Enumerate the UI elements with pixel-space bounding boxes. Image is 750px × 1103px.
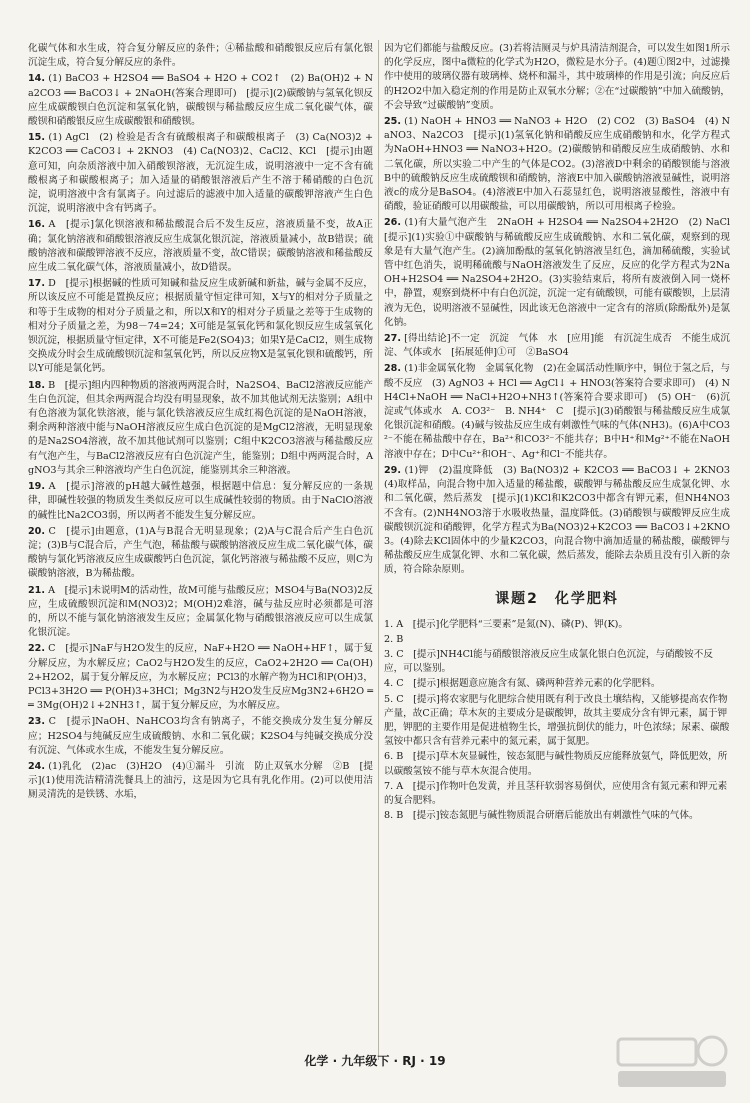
fertilizer-answer: 5. C [提示]将农家肥与化肥综合使用既有利于改良土壤结构，又能够提高农作物产量，故C正确；草木灰的主要成分是碳酸钾，故其主要成分含有钾元素，属于钾肥，钾肥的主要作用是促进植物生长，增强抗倒伏的能力，叶色浓绿；尿素、碳酸氢铵中都只含有营养元素中的氮元素，属于氮肥。 xyxy=(384,693,730,748)
fertilizer-answer: 4. C [提示]根据题意应施含有氮、磷两种营养元素的化学肥料。 xyxy=(384,678,661,690)
answer-item: 19. A [提示]溶液的pH越大碱性越强，根据题中信息：复分解反应的一条规律，即碱性较强的物质发生类似反应可以生成碱性较弱的物质。由于NaClO溶液的碱性比Na2CO3弱，所以两者不能发生复分解反应。 xyxy=(28,481,373,521)
answer-item: 因为它们都能与盐酸反应。(3)若将洁厕灵与炉具清洁剂混合，可以发生如图1所示的化学反应，图中a微粒的化学式为H2O，微粒是水分子。(4)题①图2中，过滤操作中使用的玻璃仪器有玻璃棒、烧杯和漏斗，其中玻璃棒的作用是引流；向反应后的H2O2中加入稳定剂的作用是防止双氧水分解；②在“过碳酸钠”中加入硫酸钠，不会导致“过碳酸钠”变质。 xyxy=(384,43,730,111)
answer-item: 29. (1)钾 (2)温度降低 (3) Ba(NO3)2 + K2CO3 ══ BaCO3↓ + 2KNO3 (4)取样品，向混合物中加入适量的稀盐酸，碳酸钾与稀盐酸反应生成氯化钾、水和二氧化碳，然后蒸发 [提示](1)KCl和K2CO3中都含有钾元素，但NH4NO3不含有。(2)NH4NO3溶于水吸收热量，温度降低。(3)硝酸钡与碳酸钾反应生成碳酸钡沉淀和硝酸钾，化学方程式为Ba(NO3)2+K2CO3 ══ BaCO3↓+2KNO3。(4)除去KCl固体中的少量K2CO3，向混合物中滴加适量的稀盐酸，碳酸钾与稀盐酸反应生成氯化钾、水和二氧化碳，然后蒸发，能除去杂质且没有引入新的杂质，符合除杂原则。 xyxy=(384,464,740,576)
fertilizer-answer: 1. A [提示]化学肥料“三要素”是氮(N)、磷(P)、钾(K)。 xyxy=(384,618,628,630)
answer-item: 18. B [提示]组内四种物质的溶液两两混合时，Na2SO4、BaCl2溶液反应能产生白色沉淀，但其余两两混合均没有明显现象，故不加其他试剂无法鉴别；A组中有色溶液为氯化铁溶液，能与氯化铁溶液反应生成红褐色沉淀的是NaOH溶液，剩余两种溶液中能与NaOH溶液反应生成白色沉淀的是MgCl2溶液，无明显现象的是Na2SO4溶液，故不加其他试剂可以鉴别；C组中K2CO3溶液与稀盐酸反应有气泡产生，与BaCl2溶液反应有白色沉淀产生，能鉴别；D组中两两混合时，AgNO3与其余三种溶液均产生白色沉淀，能鉴别其余三种溶液。 xyxy=(28,379,373,476)
watermark-logo-icon xyxy=(612,1033,732,1093)
fertilizer-answer: 8. B [提示]铵态氮肥与碱性物质混合研磨后能放出有刺激性气味的气体。 xyxy=(384,810,699,822)
right-column xyxy=(384,42,740,824)
answer-item: 20. C [提示]由题意，(1)A与B混合无明显现象；(2)A与C混合后产生白色沉淀；(3)B与C混合后，产生气泡，稀盐酸与碳酸钠溶液反应生成二氧化碳气体，碳酸钠与氯化钙溶液反应生成碳酸钙白色沉淀，氯化钙溶液与稀盐酸不反应，则C为碳酸钠溶液，B为稀盐酸。 xyxy=(28,525,373,580)
fertilizer-answer: 7. A [提示]作物叶色发黄，并且茎秆软弱容易倒伏，应使用含有氮元素和钾元素的复合肥料。 xyxy=(384,780,728,806)
page-footer: 化学 · 九年级下 · RJ · 19 xyxy=(304,1054,446,1068)
fertilizer-answer: 6. B [提示]草木灰显碱性，铵态氮肥与碱性物质反应能释放氨气，降低肥效，所以碳酸氢铵不能与草木灰混合使用。 xyxy=(384,751,728,777)
answer-item: 24. (1)乳化 (2)ac (3)H2O (4)①漏斗 引流 防止双氧水分解 ②B [提示](1)使用洗洁精清洗餐具上的油污，这是因为它具有乳化作用。(2)可以使用洁厕灵清洗的是铁锈、水垢， xyxy=(28,760,373,801)
left-column xyxy=(28,42,377,805)
fertilizer-answer: 3. C [提示]NH4Cl能与硝酸银溶液反应生成氯化银白色沉淀，与硝酸铵不反应，可以鉴别。 xyxy=(384,648,713,675)
column-divider xyxy=(378,40,379,1060)
answer-item: 25. (1) NaOH + HNO3 ══ NaNO3 + H2O (2) CO2 (3) BaSO4 (4) NaNO3、Na2CO3 [提示](1)氢氧化钠和硝酸反应生成硝酸钠和水，化学方程式为NaOH+HNO3 ══ NaNO3+H2O。(2)碳酸钠和硝酸反应生成硝酸钠、水和二氧化碳，所以实验二中产生的气体是CO2。(3)溶液D中剩余的硝酸钡能与溶液B中的硫酸钠反应生成硫酸钡和硝酸钠，溶液E中加入碳酸钠溶液显碱性，说明溶液c的成分是BaSO4。(4)溶液E中加入石蕊显红色，说明溶液显酸性，溶液中有硝酸，验证硝酸可以用碳酸盐，可以用碳酸钠，所以可用根离子检验。 xyxy=(384,116,730,213)
answer-item: 14. (1) BaCO3 + H2SO4 ══ BaSO4 + H2O + CO2↑ (2) Ba(OH)2 + Na2CO3 ══ BaCO3↓ + 2NaOH(答案合理即可) [提示](2)碳酸钠与氢氧化钡反应生成碳酸钡白色沉淀和氢氧化钠，碳酸钡与稀盐酸反应生成二氧化碳气体，碳酸钡和硝酸银反应生成碳酸银和硝酸钡。 xyxy=(28,73,373,128)
section-title: 课题2 化学肥料 xyxy=(495,590,619,607)
answer-item: 27. [得出结论]不一定 沉淀 气体 水 [应用]能 有沉淀生成否 不能生成沉淀、气体或水 [拓展延伸]①可 ②BaSO4 xyxy=(384,333,730,359)
fertilizer-answer: 2. B xyxy=(384,633,404,645)
answer-item: 17. D [提示]根据碱的性质可知碱和盐反应生成新碱和新盐，碱与金属不反应，所以该反应不可能是置换反应；根据质量守恒定律可知，X与Y的相对分子质量之和等于生成物的相对分子质量之和，所以X和Y的相对分子质量之差等于生成物的相对分子质量之差，为98－74=24；X可能是氢氧化钙和氯化钡反应生成氢氧化钡沉淀，根据质量守恒定律，X不可能是Fe2(SO4)3；如果Y是CaCl2，则生成物交换成分时会生成硫酸钡沉淀和氢氧化钙，所以反应物X是氢氧化钡和硫酸钙，所以Y可能是氯化钙。 xyxy=(28,278,373,375)
answer-item: 22. C [提示]NaF与H2O发生的反应，NaF+H2O ══ NaOH+HF↑，属于复分解反应，为水解反应；CaO2与H2O发生的反应，CaO2+2H2O ══ Ca(OH)2+H2O2，属于复分解反应，为水解反应；PCl3的水解产物为HCl和P(OH)3，PCl3+3H2O ══ P(OH)3+3HCl；Mg3N2与H2O发生反应Mg3N2+6H2O ══ 3Mg(OH)2↓+2NH3↑，属于复分解反应，为水解反应。 xyxy=(28,643,373,712)
answer-item: 16. A [提示]氯化钡溶液和稀盐酸混合后不发生反应，溶液质量不变，故A正确；氯化钠溶液和硝酸银溶液反应生成氯化银沉淀，溶液质量减小，故B错误；硫酸钠溶液和碳酸钾溶液不反应，溶液质量不变，故C错误；碳酸钠溶液和稀盐酸反应生成二氧化碳气体，溶液质量减小，故D错误。 xyxy=(28,219,373,274)
answer-item: 23. C [提示]NaOH、NaHCO3均含有钠离子，不能交换成分发生复分解反应；H2SO4与纯碱反应生成硫酸钠、水和二氧化碳；K2SO4与纯碱交换成分没有沉淀、气体或水生成，不能发生复分解反应。 xyxy=(28,716,373,756)
answer-item: 化碳气体和水生成，符合复分解反应的条件；④稀盐酸和硝酸银反应后有氯化银沉淀生成，符合复分解反应的条件。 xyxy=(28,43,373,69)
answer-item: 15. (1) AgCl (2) 检验是否含有硫酸根离子和碳酸根离子 (3) Ca(NO3)2 + K2CO3 ══ CaCO3↓ + 2KNO3 (4) Ca(NO3)2、CaCl2、KCl [提示]由题意可知，向杂质溶液中加入硝酸钡溶液，无沉淀生成，说明溶液中一定不含有硫酸根离子和碳酸根离子；加入适量的硝酸银溶液后产生不溶于稀硝酸的白色沉淀，说明溶液中含有氯离子。向过滤后的滤液中加入适量的碳酸钾溶液产生白色沉淀，说明溶液中含有钙离子。 xyxy=(28,132,377,215)
answer-item: 28. (1)非金属氧化物 金属氧化物 (2)在金属活动性顺序中，铜位于氢之后，与酸不反应 (3) AgNO3 + HCl ══ AgCl↓ + HNO3(答案符合要求即可) (4) NH4Cl+NaOH ══ NaCl+H2O+NH3↑(答案符合要求即可) (5) OH⁻ (6)沉淀或气体或水 A. CO3²⁻ B. NH4⁺ C [提示](3)硝酸银与稀盐酸反应生成氯化银沉淀和硝酸。(4)碱与铵盐反应生成有刺激性气味的气体(NH3)。(6)A中CO3²⁻不能在稀盐酸中存在，Ba²⁺和CO3²⁻不能共存；B中H⁺和Mg²⁺不能在NaOH溶液中存在；D中Cu²⁺和OH⁻、Ag⁺和Cl⁻不能共存。 xyxy=(384,363,730,460)
answer-item: 21. A [提示]未说明M的活动性，故M可能与盐酸反应；MSO4与Ba(NO3)2反应，生成硫酸钡沉淀和M(NO3)2；M(OH)2难溶，碱与盐反应时必须都是可溶的，所以不能与氯化钠溶液发生反应；金属氯化物与硝酸银溶液反应可以生成氯化银沉淀。 xyxy=(28,584,373,639)
answer-item: 26. (1)有大量气泡产生 2NaOH + H2SO4 ══ Na2SO4+2H2O (2) NaCl [提示](1)实验①中碳酸钠与稀硫酸反应生成硫酸钠、水和二氧化碳，观察到的现象是有大量气泡产生。(2)滴加酚酞的氢氧化钠溶液呈红色，滴加稀硫酸，实验试管中红色消失，说明稀硫酸与NaOH溶液发生了反应，反应的化学方程式为2NaOH+H2SO4 ══ Na2SO4+2H2O。(3)实验结束后，将所有废液倒入同一烧杯中，静置，观察到烧杯中有白色沉淀，沉淀一定有硫酸钡，可能有碳酸钡，上层清液为无色，说明溶液不显碱性，因此该无色溶液中一定含有的溶质(除酚酞外)是氯化钠。 xyxy=(384,217,740,328)
